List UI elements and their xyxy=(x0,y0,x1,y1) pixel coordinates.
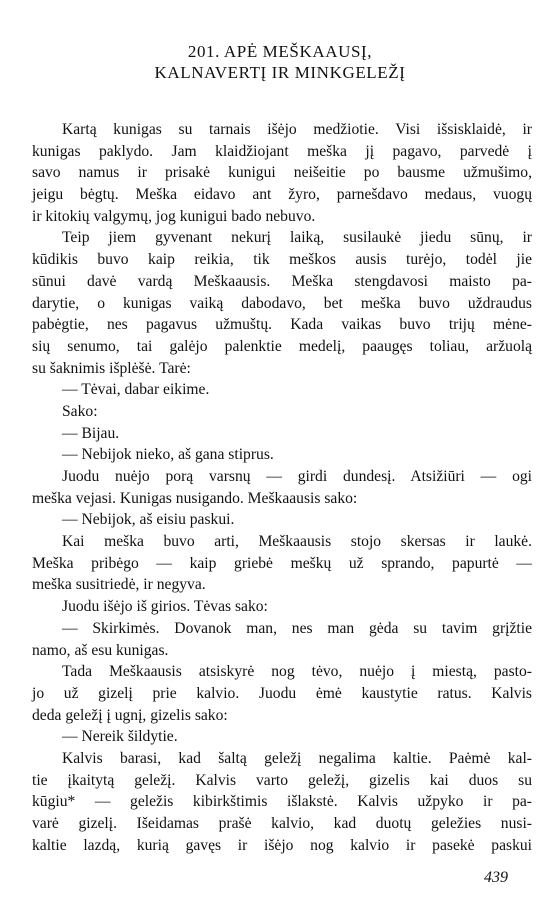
text-line: Meška pribėgo — kaip griebė meškų už sprando, papurtė — xyxy=(32,554,532,572)
text-line: — Tėvai, dabar eikime. xyxy=(62,381,210,399)
text-line: Sako: xyxy=(62,402,98,420)
text-line: Juodu nuėjo porą varsnų — girdi dundesį. Atsižiūri — ogi xyxy=(62,468,532,485)
text-line: — Bijau. xyxy=(62,424,120,442)
text-line: pabėgtie, nes pagavus užmuštų. Kada vaikas buvo trijų mėne- xyxy=(32,316,532,334)
text-line: Kartą kunigas su tarnais išėjo medžiotie. Visi išsisklaidė, ir xyxy=(62,121,532,138)
text-line: kūgiu* — geležis kibirkštimis išlakstė. Kalvis užpyko ir pa- xyxy=(32,793,532,811)
story-title-line-1: 201. APĖ MEŠKAAUSĮ, xyxy=(187,42,373,61)
text-line: Kai meška buvo arti, Meškaausis stojo skersas ir laukė. xyxy=(62,533,532,551)
text-line: tie įkaitytą geležį. Kalvis varto geležį, gizelis kai duos su xyxy=(32,771,532,789)
text-line: Teip jiem gyvenant nekurį laiką, susilaukė jiedu sūnų, ir xyxy=(62,229,532,247)
page-number: 439 xyxy=(484,869,508,886)
text-line: darytie, o kunigas vaiką dabodavo, bet meška buvo uždraudus xyxy=(32,294,532,312)
text-line: su šaknimis išplėšė. Tarė: xyxy=(32,359,191,377)
text-line: savo namus ir prisakė kunigui neišeitie po bausme užmušimo, xyxy=(32,164,532,182)
text-line: — Skirkimės. Dovanok man, nes man gėda su tavim grįžtie xyxy=(62,619,532,637)
text-line: jeigu bėgtų. Meška eidavo ant žyro, parnešdavo medaus, vuogų xyxy=(32,186,532,204)
text-line: kūdikis buvo kaip reikia, tik meškos ausis turėjo, todėl jie xyxy=(32,251,532,269)
text-line: — Nebijok, aš eisiu paskui. xyxy=(62,511,235,529)
text-line: Tada Meškaausis atsiskyrė nog tėvo, nuėjo į miestą, pasto- xyxy=(62,663,532,681)
text-line: jo už gizelį prie kalvio. Juodu ėmė kaustytie ratus. Kalvis xyxy=(32,684,532,702)
text-line: sių senumo, tai galėjo palenktie medelį, paaugęs toliau, aržuolą xyxy=(32,337,532,355)
text-line: varė gizelį. Išeidamas prašė kalvio, kad duotų geležies nusi- xyxy=(32,815,532,832)
text-line: deda geležį į ugnį, gizelis sako: xyxy=(32,706,228,724)
text-line: ir kitokių valgymų, jog kunigui bado nebuvo. xyxy=(32,207,316,225)
text-line: — Nebijok nieko, aš gana stiprus. xyxy=(62,446,274,464)
text-line: kunigas paklydo. Jam klaidžiojant meška jį pagavo, parvedė į xyxy=(32,142,532,160)
text-line: — Nereik šildytie. xyxy=(62,728,178,746)
text-line: Juodu išėjo iš girios. Tėvas sako: xyxy=(62,598,268,616)
story-title-line-2: KALNAVERTĮ IR MINKGELEŽĮ xyxy=(154,63,406,82)
text-line: meška susitriedė, ir negyva. xyxy=(32,576,206,594)
story-body xyxy=(32,119,532,856)
text-line: namo, aš esu kunigas. xyxy=(32,641,169,659)
text-line: sūnui davė vardą Meškaausis. Meška stengdavosi maisto pa- xyxy=(32,272,532,290)
text-line: meška vejasi. Kunigas nusigando. Meškaausis sako: xyxy=(32,489,358,507)
text-line: Kalvis barasi, kad šaltą geležį negalima kaltie. Paėmė kal- xyxy=(62,749,532,767)
text-line: kaltie lazdą, kurią gavęs ir išėjo nog kalvio ir pasekė paskui xyxy=(32,836,532,854)
